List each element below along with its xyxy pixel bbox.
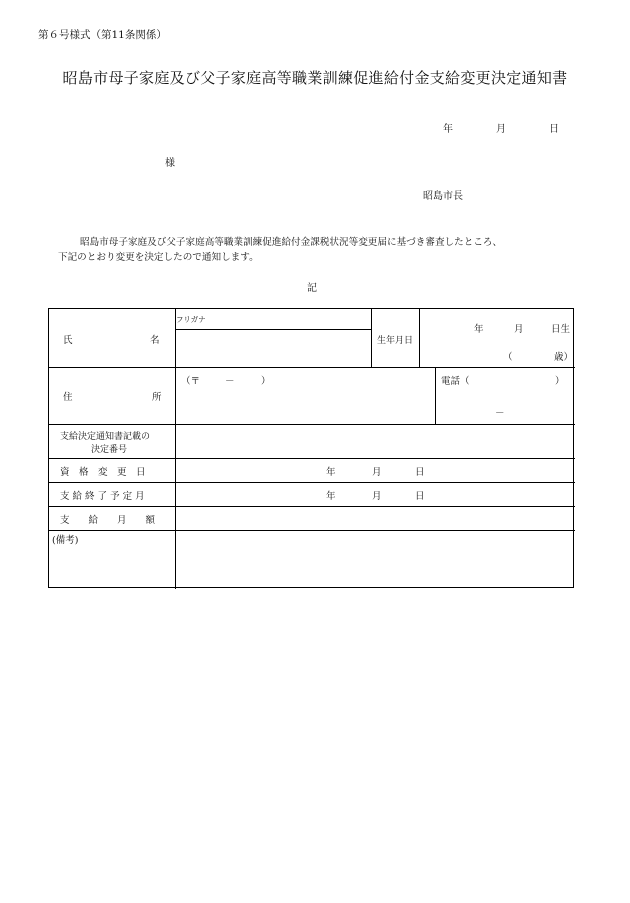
qualification-change-label: 資 格 変 更 日 xyxy=(60,467,146,478)
postal-dash: － xyxy=(225,376,235,387)
info-table xyxy=(48,308,574,588)
remarks-label: (備考) xyxy=(52,535,79,546)
birth-label-divider-right xyxy=(419,309,420,367)
decision-number-label-1: 支給決定通知書記載の xyxy=(60,432,151,442)
recipient-honorific: 様 xyxy=(165,158,175,169)
birth-year-label: 年 xyxy=(474,324,484,335)
qualification-day-label: 日 xyxy=(415,467,425,478)
qualification-month-label: 月 xyxy=(372,467,382,478)
phone-close: ） xyxy=(555,376,565,387)
end-month-unit-label: 月 xyxy=(372,491,382,502)
issuer-name: 昭島市長 xyxy=(423,191,463,202)
end-month-label: 支 給 終 了 予 定 月 xyxy=(60,491,145,502)
form-number: 第６号様式（第11条関係） xyxy=(38,29,167,41)
decision-number-label-2: 決定番号 xyxy=(91,445,128,455)
notice-body-line-2: 下記のとおり変更を決定したので通知します。 xyxy=(58,252,259,263)
monthly-amount-label: 支 給 月 額 xyxy=(60,515,156,526)
name-label-1: 氏 xyxy=(63,335,73,346)
birth-date-label: 生年月日 xyxy=(377,336,414,346)
date-year-label: 年 xyxy=(443,124,453,135)
row-divider-3 xyxy=(49,458,575,459)
label-column-divider xyxy=(175,309,176,589)
row-divider-1 xyxy=(49,367,575,368)
row-divider-2 xyxy=(49,424,575,425)
birth-month-label: 月 xyxy=(514,324,524,335)
date-day-label: 日 xyxy=(549,124,559,135)
notice-body xyxy=(58,235,502,265)
name-label-2: 名 xyxy=(150,335,160,346)
document-title: 昭島市母子家庭及び父子家庭高等職業訓練促進給付金支給変更決定通知書 xyxy=(62,69,568,87)
date-month-label: 月 xyxy=(496,124,506,135)
notice-body-line-1: 昭島市母子家庭及び父子家庭高等職業訓練促進給付金課税状況等変更届に基づき審査したところ、 xyxy=(80,237,503,248)
end-day-label: 日 xyxy=(415,491,425,502)
ki-label: 記 xyxy=(307,283,317,294)
address-label-2: 所 xyxy=(152,392,162,403)
birth-day-label: 日生 xyxy=(551,324,571,335)
furigana-label: フリガナ xyxy=(176,315,206,324)
furigana-divider xyxy=(175,329,371,330)
birth-label-divider-left xyxy=(371,309,372,367)
phone-divider xyxy=(435,367,436,424)
postal-open: （〒 xyxy=(181,376,201,387)
qualification-year-label: 年 xyxy=(326,467,336,478)
age-close: 歳） xyxy=(554,352,574,363)
address-label-1: 住 xyxy=(63,392,73,403)
row-divider-5 xyxy=(49,506,575,507)
end-year-label: 年 xyxy=(326,491,336,502)
phone-dash: － xyxy=(495,408,505,419)
row-divider-4 xyxy=(49,482,575,483)
phone-label: 電話（ xyxy=(441,376,470,387)
age-open: （ xyxy=(503,352,513,363)
postal-close: ） xyxy=(261,376,271,387)
row-divider-6 xyxy=(49,530,575,531)
